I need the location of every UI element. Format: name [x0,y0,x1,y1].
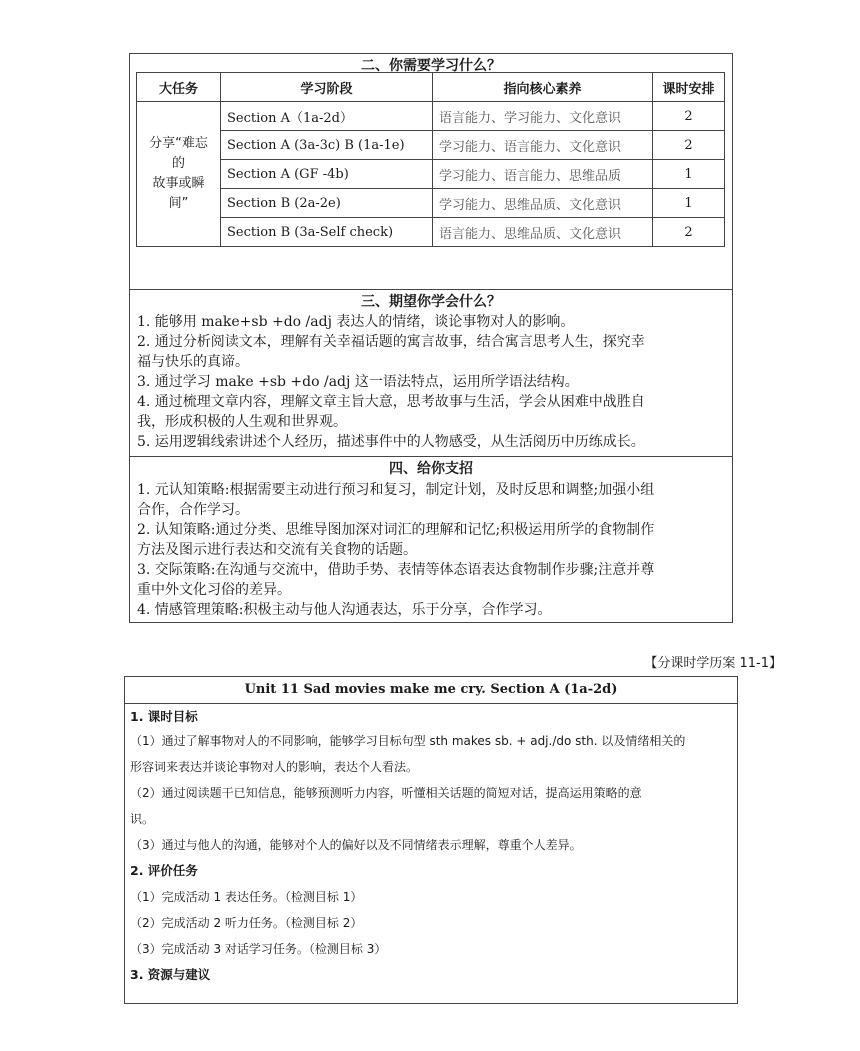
hours-cell: 2 [653,102,725,131]
section4-line: 合作，合作学习。 [137,502,249,518]
eval-heading: 2. 评价任务 [130,863,198,878]
big-task-cell [137,102,221,247]
literacy-cell: 学习能力、语言能力、思维品质 [433,160,653,189]
header-hours: 课时安排 [653,73,725,102]
eval-line: （2）完成活动 2 听力任务。（检测目标 2） [130,916,363,930]
table-row [137,102,725,131]
section4-line: 方法及图示进行表达和交流有关食物的话题。 [137,542,417,558]
section3-line: 4. 通过梳理文章内容，理解文章主旨大意，思考故事与生活，学会从困难中战胜自 [137,394,645,410]
resources-heading: 3. 资源与建议 [130,967,211,982]
header-stage: 学习阶段 [221,73,433,102]
stage-cell: Section B (3a-Self check) [221,218,433,247]
header-task: 大任务 [137,73,221,102]
section-divider [129,456,733,457]
section3-line: 我，形成积极的人生观和世界观。 [137,414,347,430]
big-task-line: 分享“难忘的 [149,136,208,171]
goal-line: （2）通过阅读题干已知信息，能够预测听力内容，听懂相关话题的简短对话，提高运用策略的意 [130,786,642,800]
section4-line: 3. 交际策略:在沟通与交流中，借助手势、表情等体态语表达食物制作步骤;注意并尊 [137,562,655,578]
table-row [137,218,725,247]
hours-cell: 1 [653,189,725,218]
goal-item [130,732,732,776]
section-divider [129,289,733,290]
study-plan-table [136,72,725,247]
stage-cell: Section A (3a-3c) B (1a-1e) [221,131,433,160]
stage-cell: Section A（1a-2d） [221,102,433,131]
lesson-title: Unit 11 Sad movies make me cry. Section A (1a-2d) [244,682,618,697]
hours-cell: 2 [653,131,725,160]
eval-line: （1）完成活动 1 表达任务。（检测目标 1） [130,890,363,904]
section3-line: 5. 运用逻辑线索讲述个人经历，描述事件中的人物感受，从生活阅历中历练成长。 [137,434,645,450]
section3-title: 三、期望你学会什么？ [361,294,501,310]
section4-title: 四、给你支招 [389,461,473,477]
stage-cell: Section B (2a-2e) [221,189,433,218]
section4-line: 1. 元认知策略:根据需要主动进行预习和复习，制定计划，及时反思和调整;加强小组 [137,482,655,498]
section3-line: 福与快乐的真谛。 [137,354,249,370]
hours-cell: 2 [653,218,725,247]
goal-line: 形容词来表达并谈论事物对人的影响，表达个人看法。 [130,760,419,774]
goal-line: （1）通过了解事物对人的不同影响，能够学习目标句型 sth makes sb. + adj./do sth. 以及情绪相关的 [130,734,686,748]
section3-line: 1. 能够用 make+sb +do /adj 表达人的情绪，谈论事物对人的影响。 [137,314,575,330]
table-row [137,131,725,160]
table-row [137,189,725,218]
table-header-row [137,73,725,102]
literacy-cell: 语言能力、学习能力、文化意识 [433,102,653,131]
big-task-line: 故事或瞬间” [152,176,205,211]
hours-cell: 1 [653,160,725,189]
lesson-title-divider [124,703,738,704]
eval-line: （3）完成活动 3 对话学习任务。（检测目标 3） [130,942,387,956]
section3-line: 3. 通过学习 make +sb +do /adj 这一语法特点，运用所学语法结构。 [137,374,579,390]
stage-cell: Section A (GF -4b) [221,160,433,189]
goal-line: （3）通过与他人的沟通，能够对个人的偏好以及不同情绪表示理解，尊重个人差异。 [130,838,582,852]
section2-title: 二、你需要学习什么？ [361,58,501,74]
goals-heading: 1. 课时目标 [130,709,198,724]
section4-line: 4. 情感管理策略:积极主动与他人沟通表达，乐于分享，合作学习。 [137,602,552,618]
goal-item [130,784,732,828]
literacy-cell: 学习能力、思维品质、文化意识 [433,189,653,218]
literacy-cell: 语言能力、思维品质、文化意识 [433,218,653,247]
goal-line: 识。 [130,812,155,826]
lesson-body [130,706,732,986]
section4-line: 重中外文化习俗的差异。 [137,582,291,598]
section4-body [137,480,727,620]
lesson-reference-label: 【分课时学历案 11-1】 [644,656,782,671]
section3-body [137,312,727,452]
table-row [137,160,725,189]
literacy-cell: 学习能力、语言能力、文化意识 [433,131,653,160]
section3-line: 2. 通过分析阅读文本，理解有关幸福话题的寓言故事，结合寓言思考人生，探究幸 [137,334,645,350]
header-literacy: 指向核心素养 [433,73,653,102]
section4-line: 2. 认知策略:通过分类、思维导图加深对词汇的理解和记忆;积极运用所学的食物制作 [137,522,655,538]
